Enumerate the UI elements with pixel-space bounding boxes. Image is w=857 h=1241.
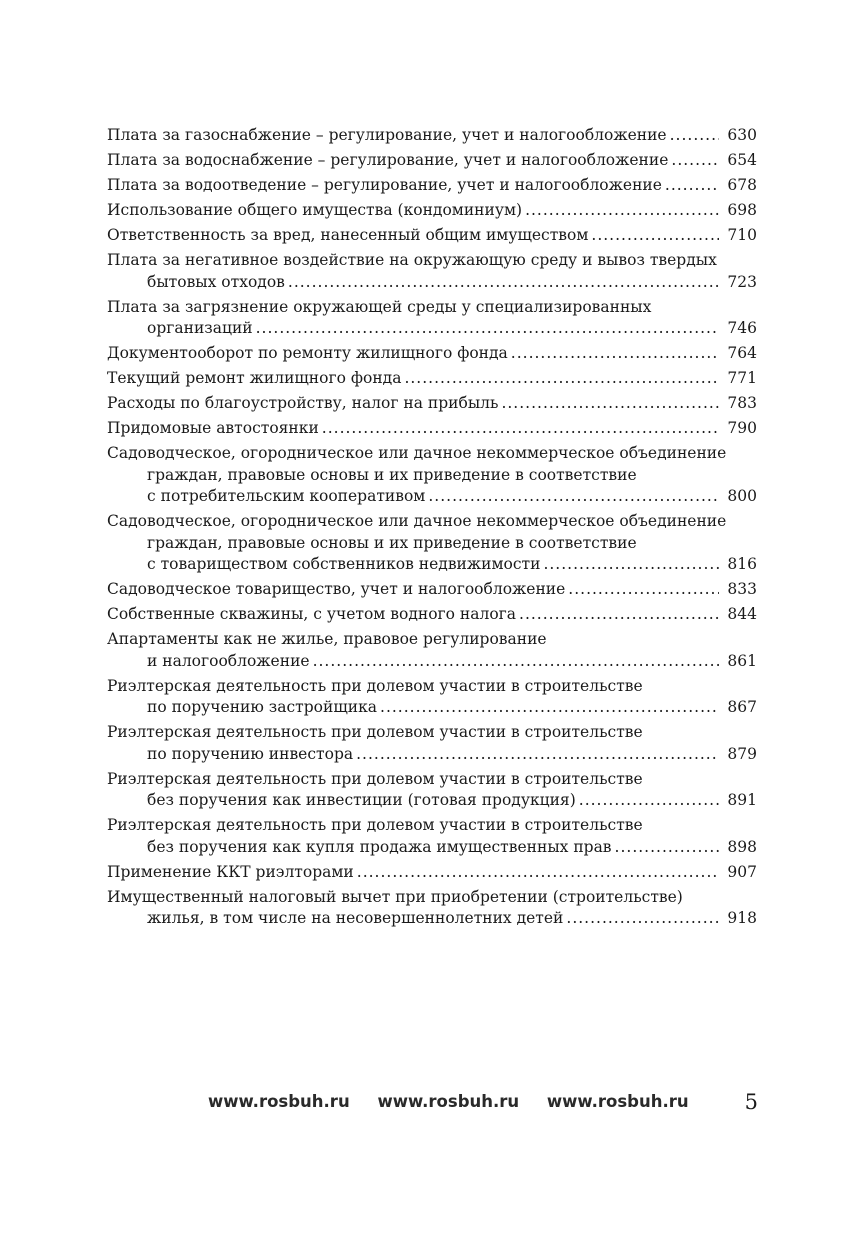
dot-leader	[428, 486, 719, 508]
toc-entry-title-line: жилья, в том числе на несовершеннолетних детей	[147, 909, 564, 927]
toc-page-number: 833	[727, 580, 757, 598]
toc-page-number: 861	[727, 651, 757, 670]
dot-leader	[501, 393, 719, 415]
toc-entry-title-line: Текущий ремонт жилищного фонда	[107, 369, 402, 387]
toc-page-number: 771	[727, 369, 757, 387]
toc-entry[interactable]	[107, 887, 757, 930]
toc-entry-title-line: Плата за негативное воздействие на окружающую среду и вывоз твердых	[107, 251, 717, 269]
toc-page-number: 800	[727, 487, 757, 505]
dot-leader	[671, 150, 719, 172]
toc-page-number: 790	[727, 419, 757, 437]
toc-page-number: 698	[727, 201, 757, 219]
toc-entry[interactable]	[107, 297, 757, 340]
toc-page-number: 710	[727, 226, 757, 244]
toc-entry-title-line: бытовых отходов	[147, 272, 285, 291]
toc-entry[interactable]	[107, 250, 757, 293]
toc-entry[interactable]	[107, 368, 757, 390]
dot-leader	[313, 651, 719, 673]
dot-leader	[665, 175, 719, 197]
toc-page-number: 907	[727, 862, 757, 881]
toc-entry[interactable]	[107, 862, 757, 884]
dot-leader	[356, 744, 719, 766]
dot-leader	[525, 200, 719, 222]
toc-page-number: 867	[727, 698, 757, 716]
toc-entry-title-line: Имущественный налоговый вычет при приобретении (строительстве)	[107, 887, 683, 906]
toc-entry[interactable]	[107, 676, 757, 719]
toc-entry-title-line: Использование общего имущества (кондоминиум)	[107, 201, 523, 219]
footer-link[interactable]: www.rosbuh.ru	[377, 1092, 520, 1111]
toc-entry[interactable]	[107, 418, 757, 440]
toc-entry[interactable]	[107, 125, 757, 147]
dot-leader	[288, 272, 719, 294]
toc-entry-title-line: Документооборот по ремонту жилищного фонда	[107, 344, 508, 362]
toc-entry[interactable]	[107, 604, 757, 626]
dot-leader	[511, 343, 719, 365]
toc-entry[interactable]	[107, 511, 757, 576]
toc-entry-title-line: Плата за водоотведение – регулирование, учет и налогообложение	[107, 176, 662, 194]
footer-link[interactable]: www.rosbuh.ru	[208, 1092, 350, 1111]
toc-entry-title-line: по поручению инвестора	[147, 744, 354, 763]
toc-page-number: 723	[727, 272, 757, 291]
toc-entry[interactable]	[107, 343, 757, 365]
toc-entry-title-line: Применение ККТ риэлторами	[107, 862, 354, 881]
toc-entry-title-line: граждан, правовые основы и их приведение в соответствие	[147, 465, 637, 484]
footer-link[interactable]: www.rosbuh.ru	[546, 1092, 689, 1111]
toc-entry[interactable]	[107, 225, 757, 247]
dot-leader	[380, 697, 719, 719]
toc-entry-title-line: Расходы по благоустройству, налог на прибыль	[107, 394, 499, 412]
toc-entry-title-line: Риэлтерская деятельность при долевом участии в строительстве	[107, 723, 643, 741]
toc-entry-title-line: Риэлтерская деятельность при долевом участии в строительстве	[107, 676, 643, 695]
toc-entry-title-line: с товариществом собственников недвижимости	[147, 555, 541, 573]
toc-entry-title-line: по поручению застройщика	[147, 698, 378, 716]
toc-page-number: 918	[727, 909, 757, 927]
toc-page-number: 898	[727, 837, 757, 856]
toc-entry[interactable]	[107, 200, 757, 222]
toc-entry-title-line: Плата за водоснабжение – регулирование, учет и налогообложение	[107, 151, 669, 169]
toc-entry-title-line: Садоводческое, огородническое или дачное некоммерческое объединение	[107, 512, 727, 530]
toc-entry[interactable]	[107, 629, 757, 672]
footer-links	[208, 1092, 711, 1111]
toc-page-number: 879	[727, 744, 757, 763]
toc-page-number: 678	[727, 176, 757, 194]
toc-entry-title-line: Плата за газоснабжение – регулирование, учет и налогообложение	[107, 126, 667, 144]
toc-page-number: 891	[727, 791, 757, 809]
toc-entry[interactable]	[107, 175, 757, 197]
dot-leader	[322, 418, 719, 440]
toc-entry[interactable]	[107, 393, 757, 415]
dot-leader	[670, 125, 719, 147]
toc-entry-title-line: Собственные скважины, с учетом водного налога	[107, 605, 517, 623]
dot-leader	[256, 318, 719, 340]
toc-entry-title-line: граждан, правовые основы и их приведение в соответствие	[147, 533, 637, 552]
table-of-contents	[107, 125, 757, 933]
toc-page-number: 844	[727, 605, 757, 623]
toc-entry-title-line: Апартаменты как не жилье, правовое регулирование	[107, 630, 547, 648]
dot-leader	[591, 225, 719, 247]
dot-leader	[404, 368, 719, 390]
toc-page-number: 630	[727, 126, 757, 144]
toc-entry[interactable]	[107, 722, 757, 765]
toc-entry[interactable]	[107, 769, 757, 812]
toc-entry[interactable]	[107, 443, 757, 508]
toc-entry-title-line: Риэлтерская деятельность при долевом участии в строительстве	[107, 769, 643, 788]
toc-entry[interactable]	[107, 815, 757, 858]
dot-leader	[615, 837, 719, 859]
dot-leader	[566, 908, 719, 930]
toc-entry-title-line: Плата за загрязнение окружающей среды у специализированных	[107, 297, 652, 316]
toc-page-number: 816	[727, 555, 757, 573]
toc-page-number: 746	[727, 319, 757, 337]
toc-entry-title-line: Ответственность за вред, нанесенный общим имуществом	[107, 226, 589, 244]
toc-entry-title-line: Придомовые автостоянки	[107, 419, 319, 437]
toc-entry-title-line: Риэлтерская деятельность при долевом участии в строительстве	[107, 816, 643, 834]
toc-entry-title-line: Садоводческое товарищество, учет и налогообложение	[107, 580, 566, 598]
dot-leader	[357, 862, 719, 884]
toc-entry-title-line: и налогообложение	[147, 651, 310, 670]
toc-entry[interactable]	[107, 150, 757, 172]
dot-leader	[579, 790, 719, 812]
toc-entry-title-line: Садоводческое, огородническое или дачное некоммерческое объединение	[107, 444, 727, 462]
toc-entry-title-line: с потребительским кооперативом	[147, 487, 426, 505]
dot-leader	[519, 604, 719, 626]
dot-leader	[543, 554, 719, 576]
toc-page-number: 764	[727, 344, 757, 362]
page-number: 5	[744, 1090, 758, 1114]
toc-page-number: 783	[727, 394, 757, 412]
dot-leader	[568, 579, 719, 601]
toc-entry-title-line: без поручения как инвестиции (готовая продукция)	[147, 791, 576, 809]
toc-entry-title-line: без поручения как купля продажа имущественных прав	[147, 837, 612, 856]
toc-page-number: 654	[727, 151, 757, 169]
toc-entry-title-line: организаций	[147, 319, 253, 337]
toc-entry[interactable]	[107, 579, 757, 601]
